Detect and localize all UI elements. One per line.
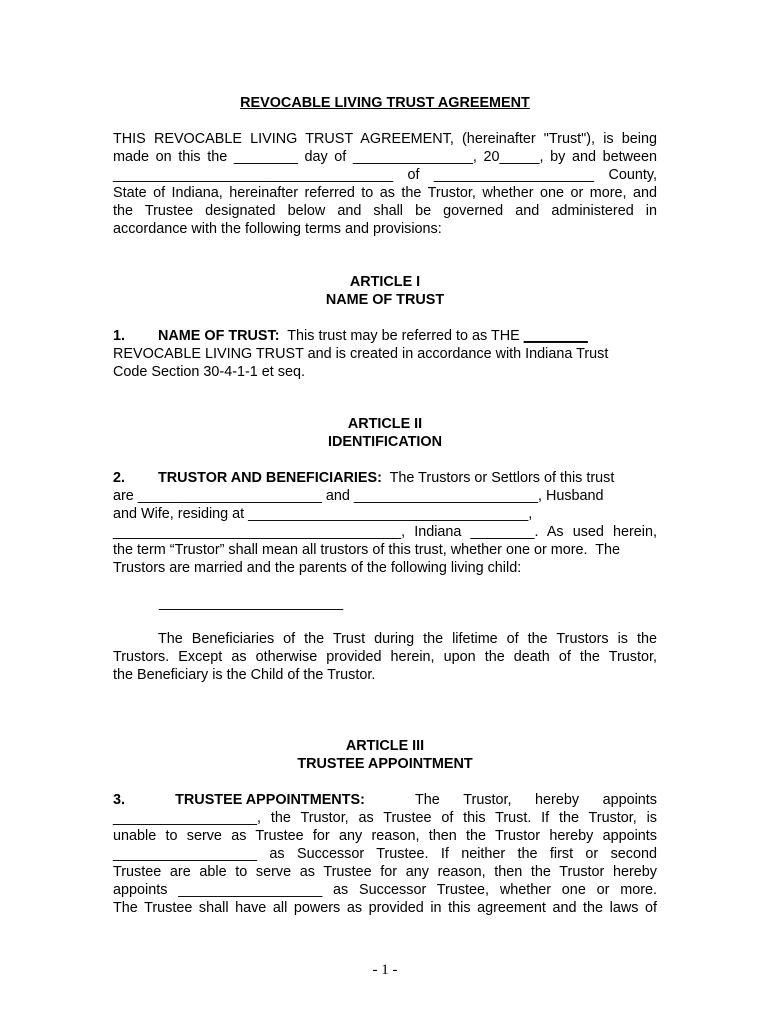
article-2-line: Trustors are married and the parents of the following living child: bbox=[113, 560, 522, 576]
article-1-body bbox=[113, 327, 657, 381]
article-3-line: The Trustee shall have all powers as provided in this agreement and the laws of bbox=[113, 900, 657, 916]
intro-line: ___________________________________ of ____________________ County, bbox=[113, 167, 657, 183]
article-3-line: __________________ as Successor Trustee. If neither the first or second bbox=[113, 846, 657, 862]
article-3-line: Trustee are able to serve as Trustee for any reason, then the Trustor hereby bbox=[113, 864, 657, 880]
beneficiaries-paragraph bbox=[113, 630, 657, 684]
intro-line: made on this the ________ day of _______________, 20_____, by and between bbox=[113, 149, 657, 165]
article-2-title: ARTICLE II bbox=[347, 416, 423, 432]
document-title bbox=[113, 94, 657, 112]
child-name-blank bbox=[159, 594, 459, 612]
article-2-first-line bbox=[113, 469, 657, 487]
page-number: - 1 - bbox=[372, 962, 398, 978]
trust-name-blank: ________ bbox=[523, 328, 588, 344]
beneficiaries-line: The Beneficiaries of the Trust during the lifetime of the Trustors is the bbox=[158, 631, 657, 647]
article-3-subtitle: TRUSTEE APPOINTMENT bbox=[297, 756, 473, 772]
article-3-body bbox=[113, 791, 657, 917]
intro-line: THIS REVOCABLE LIVING TRUST AGREEMENT, (hereinafter "Trust"), is being bbox=[113, 131, 657, 147]
intro-line: accordance with the following terms and provisions: bbox=[113, 221, 442, 237]
article-2-line: are _______________________ and _______________________, Husband bbox=[113, 488, 604, 504]
article-3-title: ARTICLE III bbox=[345, 738, 425, 754]
article-2-body bbox=[113, 469, 657, 577]
article-2-line: and Wife, residing at ___________________________________, bbox=[113, 506, 533, 522]
section-label: NAME OF TRUST: bbox=[158, 328, 280, 344]
article-2-line: ____________________________________, Indiana ________. As used herein, bbox=[113, 524, 657, 540]
article-1-title: ARTICLE I bbox=[349, 274, 421, 290]
section-number: 1. bbox=[113, 328, 126, 344]
section-label: TRUSTEE APPOINTMENTS: bbox=[175, 792, 365, 808]
child-blank-line: _______________________ bbox=[159, 595, 344, 611]
article-2-heading bbox=[113, 415, 657, 451]
article-1-first-line bbox=[113, 327, 657, 345]
article-1-subtitle: NAME OF TRUST bbox=[325, 292, 445, 308]
article-1-line: Code Section 30-4-1-1 et seq. bbox=[113, 364, 305, 380]
section-number: 3. bbox=[113, 792, 126, 808]
article-1-line: REVOCABLE LIVING TRUST and is created in accordance with Indiana Trust bbox=[113, 346, 609, 362]
section-number: 2. bbox=[113, 470, 126, 486]
intro-paragraph bbox=[113, 130, 657, 238]
article-1-heading bbox=[113, 273, 657, 309]
article-3-line: __________________, the Trustor, as Trustee of this Trust. If the Trustor, is bbox=[113, 810, 657, 826]
beneficiaries-line: the Beneficiary is the Child of the Trustor. bbox=[113, 667, 376, 683]
section-text: The Trustor, hereby appoints bbox=[414, 792, 657, 808]
section-text: This trust may be referred to as THE bbox=[287, 328, 524, 344]
article-3-line: appoints __________________ as Successor Trustee, whether one or more. bbox=[113, 882, 657, 898]
article-3-first-line bbox=[113, 791, 657, 809]
article-3-heading bbox=[113, 737, 657, 773]
intro-line: State of Indiana, hereinafter referred to as the Trustor, whether one or more, and bbox=[113, 185, 657, 201]
article-2-line: the term “Trustor” shall mean all trustors of this trust, whether one or more. The bbox=[113, 542, 621, 558]
article-3-line: unable to serve as Trustee for any reason, then the Trustor hereby appoints bbox=[113, 828, 657, 844]
intro-line: the Trustee designated below and shall be governed and administered in bbox=[113, 203, 657, 219]
title-text: REVOCABLE LIVING TRUST AGREEMENT bbox=[240, 95, 530, 111]
section-text: The Trustors or Settlors of this trust bbox=[389, 470, 615, 486]
article-2-subtitle: IDENTIFICATION bbox=[327, 434, 443, 450]
beneficiaries-line: Trustors. Except as otherwise provided herein, upon the death of the Trustor, bbox=[113, 649, 657, 665]
section-label: TRUSTOR AND BENEFICIARIES: bbox=[158, 470, 382, 486]
